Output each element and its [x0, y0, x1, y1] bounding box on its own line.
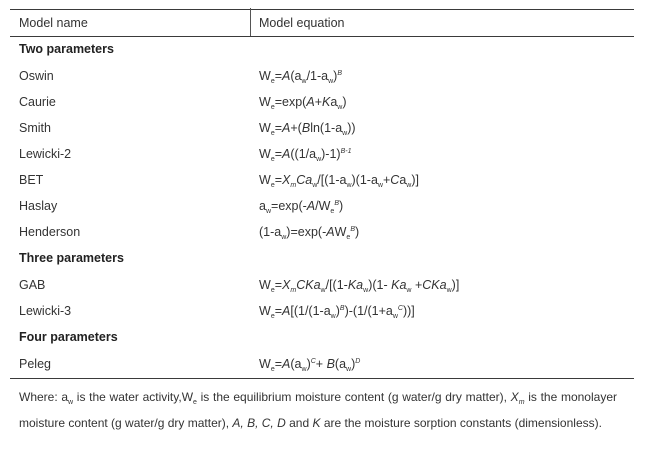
table-row-haslay	[19, 196, 629, 216]
model-equation: $W_e=A(a_w)^C+ B(a_w)^D$	[259, 357, 361, 373]
model-name: Henderson	[19, 225, 81, 239]
section-four-parameters: Four parameters	[19, 330, 118, 344]
table-row-lewicki-2	[19, 144, 629, 164]
model-equation: $W_e=X_mCa_w/[(1-a_w)(1-a_w+Ca_w)]$	[259, 173, 419, 189]
table-row-bet	[19, 170, 629, 190]
header-model-name: Model name	[19, 16, 88, 30]
table-header-row	[19, 13, 629, 33]
model-equation: $a_w=\exp(-A/W_e^B)$	[259, 199, 344, 215]
model-name: GAB	[19, 278, 46, 292]
model-equation: $(1-a_w)=\exp(-AW_e^B)$	[259, 225, 360, 241]
model-name: BET	[19, 173, 44, 187]
model-equation: $W_e=X_mCKa_w/[(1-Ka_w)(1-$ $Ka_w +CKa_w$)]	[259, 278, 460, 294]
section-row	[19, 327, 629, 347]
table-row-peleg	[19, 354, 629, 374]
model-equation: $W_e=A[(1/(1-a_w)^B)-(1/(1+a_w^C))]$	[259, 304, 415, 320]
model-name: Lewicki-2	[19, 147, 72, 161]
model-name: Caurie	[19, 95, 56, 109]
table-row-gab	[19, 275, 629, 295]
model-name: Oswin	[19, 69, 54, 83]
model-equation: $W_e=A+(Bln(1-a_w))$	[259, 121, 356, 137]
model-name: Haslay	[19, 199, 58, 213]
section-two-parameters: Two parameters	[19, 42, 114, 56]
table-row-henderson	[19, 222, 629, 242]
section-row	[19, 39, 629, 59]
table-row-caurie	[19, 92, 629, 112]
model-name: Lewicki-3	[19, 304, 72, 318]
model-equation: $W_e=A(a_w/1-a_w)^B$	[259, 69, 343, 85]
table-row-oswin	[19, 66, 629, 86]
table-row-lewicki-3	[19, 301, 629, 321]
table-bottom-rule	[10, 378, 634, 379]
model-equation: $W_e=\exp(A+Ka_w)$	[259, 95, 347, 111]
header-model-equation: Model equation	[259, 16, 345, 30]
header-bottom-rule	[10, 36, 634, 37]
section-row	[19, 248, 629, 268]
table-top-rule	[10, 9, 634, 10]
model-name: Smith	[19, 121, 51, 135]
model-name: Peleg	[19, 357, 51, 371]
model-equation: $W_e=A((1/a_w)-1)^{B-1}$	[259, 147, 352, 163]
table-footnote: Where: $a_w$ is the water $activity,W_e$ is the equilibrium moisture content (g water/g dry matter), $X_m$ is the monolayer moisture content (g water/g dry matter), A, B, C, D and K are the moisture sorption constants (dimensionless).	[19, 390, 617, 430]
table-row-smith	[19, 118, 629, 138]
section-three-parameters: Three parameters	[19, 251, 124, 265]
